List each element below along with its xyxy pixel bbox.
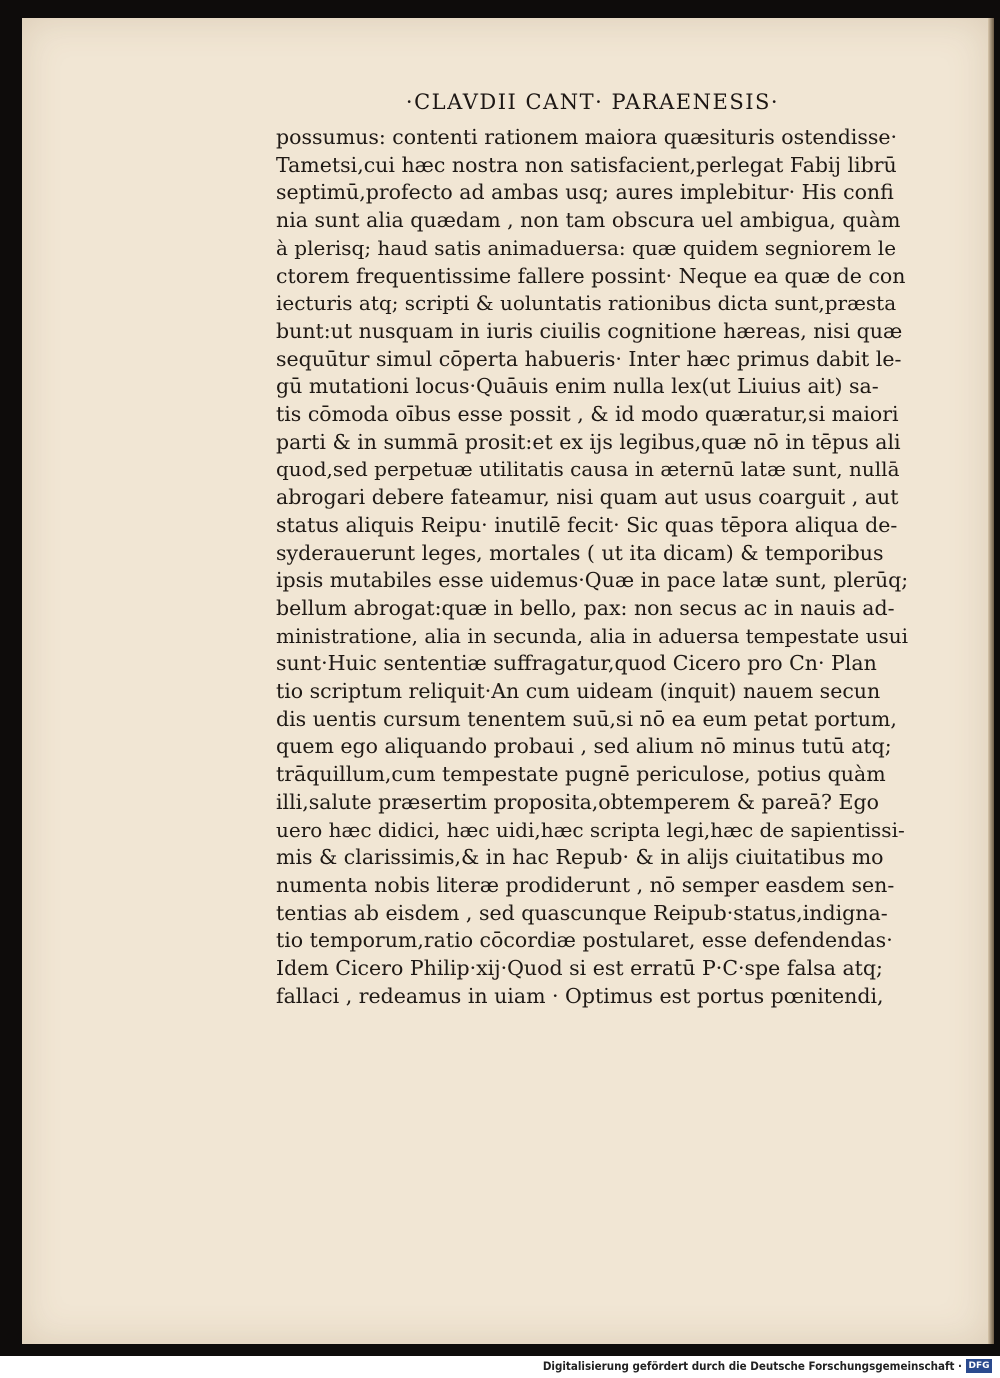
text-line: numenta nobis literæ prodiderunt , nō semper easdem sen- <box>276 872 895 897</box>
running-head: ·CLAVDII CANT· PARAENESIS· <box>405 90 780 114</box>
text-block <box>276 124 911 1011</box>
text-line: bellum abrogat:quæ in bello, pax: non secus ac in nauis ad- <box>276 595 895 620</box>
text-line: illi,salute præsertim proposita,obtemperem & pareā? Ego <box>276 789 879 814</box>
text-line: dis uentis cursum tenentem suū,si nō ea eum petat portum, <box>276 706 897 731</box>
text-line: tis cōmoda oībus esse possit , & id modo quæratur,si maiori <box>276 402 899 427</box>
text-line: status aliquis Reipu· inutilē fecit· Sic quas tēpora aliqua de- <box>276 512 898 537</box>
text-line: parti & in summā prosit:et ex ijs legibus,quæ nō in tēpus ali <box>276 429 901 454</box>
dfg-logo: DFG <box>966 1359 992 1373</box>
text-line: tio scriptum reliquit·An cum uideam (inquit) nauem secun <box>276 679 881 704</box>
footer-bar <box>0 1356 1000 1378</box>
text-line: possumus: contenti rationem maiora quæsituris ostendisse· <box>276 125 898 149</box>
text-line: quod,sed perpetuæ utilitatis causa in æternū latæ sunt, nullā <box>276 457 900 482</box>
text-line: gū mutationi locus·Quāuis enim nulla lex(ut Liuius ait) sa- <box>276 374 879 399</box>
text-line: ctorem frequentissime fallere possint· Neque ea quæ de con <box>276 263 906 288</box>
text-line: bunt:ut nusquam in iuris ciuilis cognitione hæreas, nisi quæ <box>276 318 903 343</box>
text-line: tentias ab eisdem , sed quascunque Reipub·status,indigna- <box>276 900 888 925</box>
text-line: uero hæc didici, hæc uidi,hæc scripta legi,hæc de sapientissi- <box>276 817 905 842</box>
text-line: mis & clarissimis,& in hac Repub· & in alijs ciuitatibus mo <box>276 845 884 870</box>
text-line: abrogari debere fateamur, nisi quam aut usus coarguit , aut <box>276 485 899 510</box>
text-line: quem ego aliquando probaui , sed alium nō minus tutū atq; <box>276 734 892 759</box>
text-line: syderauerunt leges, mortales ( ut ita dicam) & temporibus <box>276 540 884 565</box>
text-line: trāquillum,cum tempestate pugnē periculose, potius quàm <box>276 762 886 787</box>
text-line: sequūtur simul cōperta habueris· Inter hæc primus dabit le- <box>276 346 902 371</box>
text-line: septimū,profecto ad ambas usq; aures implebitur· His confi <box>276 180 894 205</box>
footer-credit: Digitalisierung gefördert durch die Deutsche Forschungsgemeinschaft · <box>542 1359 962 1373</box>
text-line: Tametsi,cui hæc nostra non satisfacient,perlegat Fabij librū <box>276 152 897 177</box>
text-line: nia sunt alia quædam , non tam obscura uel ambigua, quàm <box>276 208 901 233</box>
text-line: sunt·Huic sententiæ suffragatur,quod Cicero pro Cn· Plan <box>276 651 877 676</box>
text-line: fallaci , redeamus in uiam · Optimus est portus pœnitendi, <box>276 983 884 1008</box>
page-edge <box>988 18 994 1344</box>
text-line: iecturis atq; scripti & uoluntatis rationibus dicta sunt,præsta <box>276 291 897 316</box>
text-line: Idem Cicero Philip·xij·Quod si est erratū P·C·spe falsa atq; <box>276 956 883 981</box>
text-line: ministratione, alia in secunda, alia in aduersa tempestate usui <box>276 623 909 648</box>
text-line: à plerisq; haud satis animaduersa: quæ quidem segniorem le <box>276 235 897 260</box>
text-line: ipsis mutabiles esse uidemus·Quæ in pace latæ sunt, plerūq; <box>276 568 909 593</box>
text-line: tio temporum,ratio cōcordiæ postularet, esse defendendas· <box>276 928 893 953</box>
